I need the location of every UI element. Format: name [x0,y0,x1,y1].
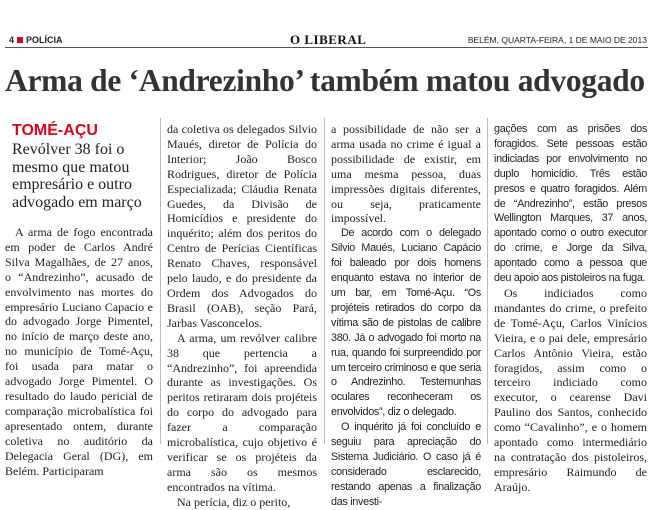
column-divider [324,118,325,444]
paragraph: Na perícia, diz o perito, [177,494,291,509]
header-rule [5,47,648,48]
masthead: O LIBERAL [290,32,367,47]
column-divider [160,118,161,444]
article-column-3 [331,122,481,510]
paragraph: a possibilidade de não ser a arma usada no crime é igual a possibilidade de existir, em uma mesma pessoa, duas impressões digitais diferentes, ou seja, praticamente impossível. [331,122,481,226]
paragraph: De acordo com o delegado Silvio Maués, Luciano Capácio foi baleado por dois homens enquanto estava no interior de um bar, em Tomé-Açu. “Os projéteis retirados do corpo da vítima são de pistolas de calibre 380. Já o advogado foi morto na rua, quando foi surpreendido por um terceiro criminoso e que seria o Andrezinho. Testemunhas oculares reconheceram os envolvidos”, diz o delegado. [331,227,481,419]
paragraph: O inquérito já foi concluído e seguiu para apreciação do Sistema Judiciário. O caso já é considerado esclarecido, restando apenas a finalização das investi- [331,421,481,508]
paragraph: da coletiva os delegados Silvio Maués, diretor de Polícia do Interior; João Bosco Rodrigues, diretor de Polícia Especializada; Cláudia Renata Guedes, da Divisão de Homicídios e presidente do inquérito; além dos peritos do Centro de Perícias Científicas Renato Chaves, responsável pelo laudo, e do presidente da Ordem dos Advogados do Brasil (OAB), seção Pará, Jarbas Vasconcelos. [167,122,317,330]
dateline: BELÉM, QUARTA-FEIRA, 1 DE MAIO DE 2013 [467,35,647,45]
kicker: TOMÉ-AÇU [12,122,98,139]
paragraph: Os indiciados como mandantes do crime, o prefeito de Tomé-Açu, Carlos Vinícios Vieira, e o pai dele, empresário Carlos Antônio Vieira, estão foragidos, assim como o terceiro indiciado como executor, o cearense Davi Paulino dos Santos, conhecido como “Cavalinho”, e o homem apontado como intermediário na contratação dos pistoleiros, empresário Raimundo de Araújo. [494,285,647,494]
section-square-icon [17,37,23,43]
section-label [9,35,63,45]
paragraph: gações com as prisões dos foragidos. Sete pessoas estão indiciadas por envolvimento no duplo homicídio. Três estão presos e quatro foragidos. Além de “Andrezinho”, estão presos Wellington Marques, 37 anos, apontado como o outro executor do crime, e Jorge da Silva, apontado como a pessoa que deu apoio aos pistoleiros na fuga. [494,123,647,285]
headline: Arma de ‘Andrezinho’ também matou advogado [5,63,645,98]
page-number: 4 [9,35,15,45]
article-column-4 [494,122,647,495]
section-name: POLÍCIA [26,35,63,45]
subheadline: Revólver 38 foi o mesmo que matou empresário e outro advogado em março [12,141,142,211]
page-header [0,0,653,50]
paragraph: A arma de fogo encontrada em poder de Carlos André Silva Magalhães, de 27 anos, o “Andrezinho”, acusado de envolvimento nas mortes do empresário Luciano Capacio e do advogado Jorge Pimentel, no início de março deste ano, no município de Tomé-Açu, foi usada para matar o advogado Jorge Pimentel. O resultado do laudo pericial de comparação microbalística foi apresentado ontem, durante coletiva no auditório da Delegacia Geral (DG), em Belém. Participaram [5,225,153,478]
column-divider [487,118,488,444]
article-column-1 [5,225,153,478]
article-column-2 [167,122,317,510]
paragraph: A arma, um revólver calibre 38 que pertencia a “Andrezinho”, foi apreendida durante as investigações. Os peritos retiraram dois projéteis do corpo do advogado para fazer a comparação microbalística, cujo objetivo é verificar se os projéteis da arma são os mesmos encontrados na vítima. [167,330,317,494]
